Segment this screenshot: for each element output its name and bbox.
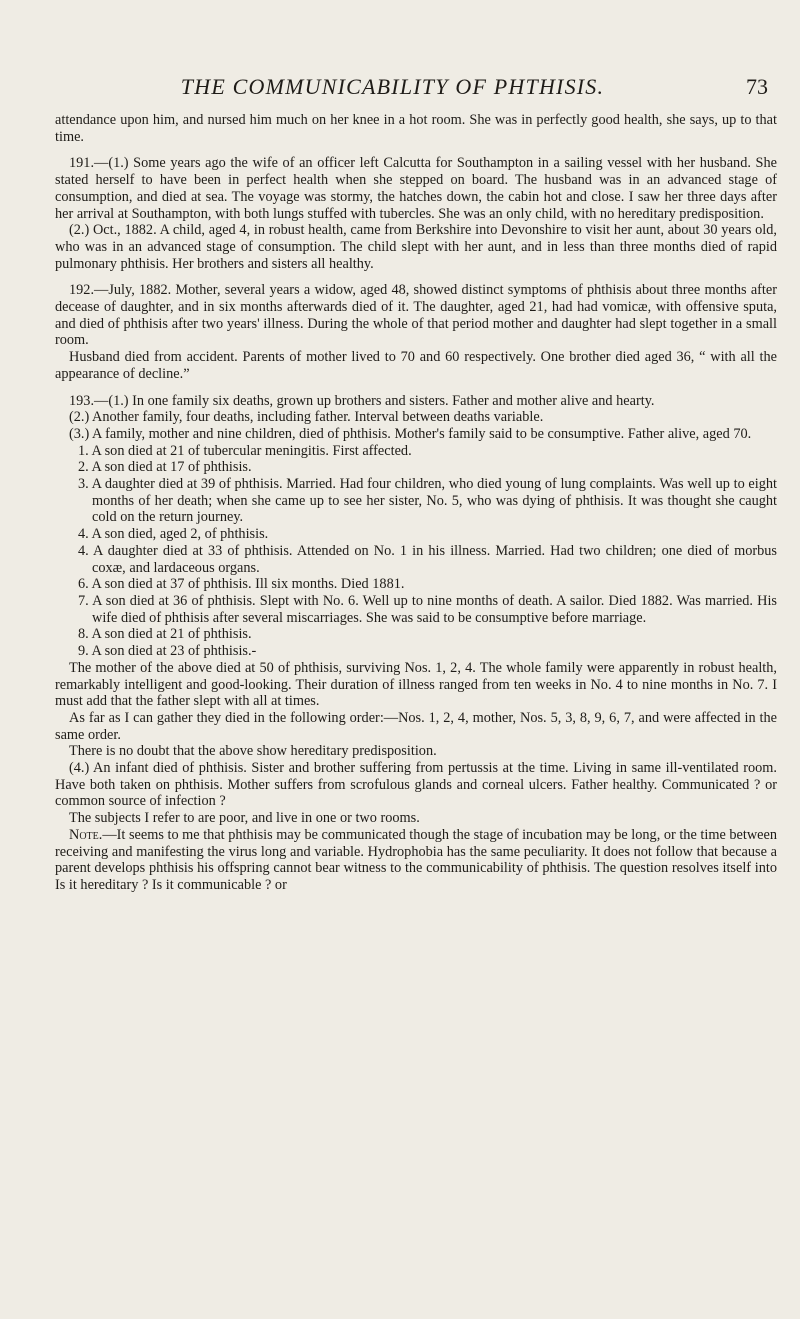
paragraph-text: 4. A son died, aged 2, of phthisis.	[78, 526, 269, 543]
paragraph-text: 8. A son died at 21 of phthisis.	[78, 626, 252, 643]
paragraph	[55, 155, 777, 222]
list-item	[55, 459, 777, 476]
page-header	[0, 72, 800, 102]
paragraph	[55, 222, 777, 272]
paragraph-text: (2.) Oct., 1882. A child, aged 4, in robust health, came from Berkshire into Devonshire to visit her aunt, about 30 years old, who was in an advanced stage of consumption. The child slept with her aunt, and in less than three months died of rapid pulmonary phthisis. Her brothers and sisters all healthy.	[55, 222, 777, 272]
list-item	[55, 543, 777, 576]
body-text	[55, 112, 777, 894]
page-number: 73	[746, 74, 768, 99]
paragraph	[55, 660, 777, 710]
list-item	[55, 476, 777, 526]
paragraph-text: Husband died from accident. Parents of mother lived to 70 and 60 respectively. One brother died aged 36, “ with all the appearance of decline.”	[55, 349, 777, 382]
list-item	[55, 576, 777, 593]
list-item	[55, 626, 777, 643]
list-item	[55, 443, 777, 460]
paragraph-text: attendance upon him, and nursed him much on her knee in a hot room. She was in perfectly good health, she says, up to that time.	[55, 112, 777, 145]
paragraph	[55, 743, 777, 760]
paragraph-text: —It seems to me that phthisis may be communicated though the stage of incubation may be long, or the time between receiving and manifesting the virus long and variable. Hydrophobia has the same peculiarity. It does not follow that because a parent develops phthisis his offspring cannot bear witness to the communicability of phthisis. The question resolves itself into Is it hereditary ? Is it communicable ? or	[55, 826, 777, 893]
list-item	[55, 593, 777, 626]
paragraph-text: (2.) Another family, four deaths, including father. Interval between deaths variable.	[69, 409, 544, 426]
list-item	[55, 526, 777, 543]
list-item	[55, 643, 777, 660]
paragraph-text: 9. A son died at 23 of phthisis.-	[78, 643, 257, 660]
paragraph	[55, 710, 777, 743]
note-lead: Note.	[69, 826, 103, 843]
paragraph-text: 1. A son died at 21 of tubercular meningitis. First affected.	[78, 442, 412, 459]
paragraph	[55, 760, 777, 810]
paragraph-text: As far as I can gather they died in the following order:—Nos. 1, 2, 4, mother, Nos. 5, 3, 8, 9, 6, 7, and were affected in the same order.	[55, 709, 777, 743]
paragraph	[55, 827, 777, 894]
paragraph	[55, 282, 777, 349]
paragraph-text: The mother of the above died at 50 of phthisis, surviving Nos. 1, 2, 4. The whole family were apparently in robust health, remarkably intelligent and good-looking. Their duration of illness ranged from ten weeks in No. 4 to nine months in No. 7. I must add that the father slept with all at times.	[55, 659, 777, 710]
paragraph-text: There is no doubt that the above show hereditary predisposition.	[69, 743, 437, 760]
paragraph-text: 7. A son died at 36 of phthisis. Slept with No. 6. Well up to nine months of death. A sailor. Died 1882. Was married. His wife died of phthisis after several miscarriages. She was said to be consumptive before marriage.	[78, 592, 777, 626]
paragraph	[55, 393, 777, 410]
paragraph	[55, 409, 777, 426]
paragraph	[55, 349, 777, 382]
paragraph	[55, 426, 777, 443]
paragraph-text: 192.—July, 1882. Mother, several years a widow, aged 48, showed distinct symptoms of phthisis about three months after decease of daughter, and in six months afterwards died of it. The daughter, aged 21, had had vomicæ, with offensive sputa, and died of phthisis after two years' illness. During the whole of that period mother and daughter had slept together in a small room.	[55, 282, 777, 349]
running-title: THE COMMUNICABILITY OF PHTHISIS.	[180, 74, 605, 99]
paragraph-text: 193.—(1.) In one family six deaths, grown up brothers and sisters. Father and mother alive and hearty.	[69, 392, 655, 409]
paragraph-text: (3.) A family, mother and nine children, died of phthisis. Mother's family said to be consumptive. Father alive, aged 70.	[69, 425, 752, 442]
paragraph	[55, 112, 777, 145]
paragraph-text: (4.) An infant died of phthisis. Sister and brother suffering from pertussis at the time. Living in same ill-ventilated room. Have both taken on phthisis. Mother suffers from scrofulous glands and corneal ulcers. Father healthy. Communicated ? or common source of infection ?	[55, 760, 777, 810]
paragraph	[55, 810, 777, 827]
paragraph-text: 2. A son died at 17 of phthisis.	[78, 459, 252, 476]
paragraph-text: 191.—(1.) Some years ago the wife of an officer left Calcutta for Southampton in a sailing vessel with her husband. She stated herself to have been in perfect health when she stepped on board. The husband was in an advanced stage of consumption, and died at sea. The voyage was stormy, the hatches down, the cabin hot and close. I saw her three days after her arrival at Southampton, with both lungs stuffed with tubercles. She was an only child, with no hereditary predisposition.	[55, 155, 777, 222]
paragraph-text: 4. A daughter died at 33 of phthisis. Attended on No. 1 in his illness. Married. Had two children; one died of morbus coxæ, and lardaceous organs.	[78, 542, 777, 576]
paragraph-text: 6. A son died at 37 of phthisis. Ill six months. Died 1881.	[78, 576, 405, 593]
paragraph-text: 3. A daughter died at 39 of phthisis. Married. Had four children, who died young of lung complaints. Was well up to eight months of her death; when she came up to see her sister, No. 5, who was dying of phthisis. It was thought she caught cold on the return journey.	[78, 476, 777, 526]
paragraph-text: The subjects I refer to are poor, and live in one or two rooms.	[69, 810, 420, 827]
